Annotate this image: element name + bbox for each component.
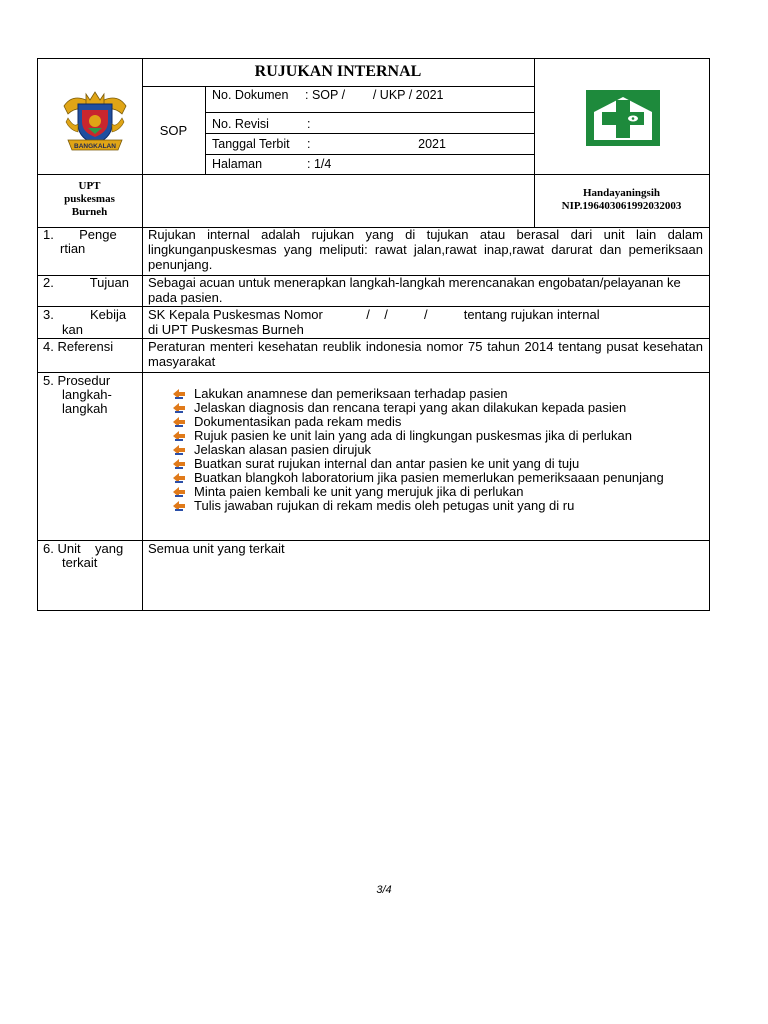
list-item: Buatkan blangkoh laboratorium jika pasien memerlukan pemeriksaaan penunjang <box>173 471 701 485</box>
sop-label: SOP <box>159 123 188 138</box>
sop-label-divider <box>205 86 206 174</box>
arrow-bullet-icon <box>173 388 187 400</box>
field-label-tanggal-terbit: Tanggal Terbit <box>212 137 290 151</box>
header-row-divider <box>37 174 710 175</box>
label-prosedur-c: langkah <box>62 401 108 416</box>
arrow-bullet-icon <box>173 486 187 498</box>
signer-nip: NIP.196403061992032003 <box>561 200 682 212</box>
table-border-right <box>709 58 710 611</box>
label-referensi: 4. Referensi <box>43 339 114 354</box>
label-tujuan: 2. Tujuan <box>43 275 129 290</box>
svg-text:BANGKALAN: BANGKALAN <box>74 143 116 150</box>
field-label-halaman: Halaman <box>212 157 263 171</box>
list-item: Jelaskan alasan pasien dirujuk <box>173 443 701 457</box>
field-value-no-dokumen: : SOP / / UKP / 2021 <box>305 88 444 102</box>
field-divider <box>205 154 534 155</box>
list-item: Buatkan surat rujukan internal dan antar pasien ke unit yang di tuju <box>173 457 701 471</box>
text-kebijakan-line2: di UPT Puskesmas Burneh <box>148 322 304 337</box>
title-row-divider <box>142 86 534 87</box>
label-kebijakan-a: 3. Kebija <box>43 307 127 322</box>
list-item: Tulis jawaban rujukan di rekam medis oleh petugas unit yang di ru <box>173 499 701 513</box>
label-prosedur-a: 5. Prosedur <box>43 373 111 388</box>
list-item: Jelaskan diagnosis dan rencana terapi yang akan dilakukan kepada pasien <box>173 401 701 415</box>
bangkalan-seal-logo <box>58 88 132 154</box>
label-kebijakan-b: kan <box>62 322 83 337</box>
label-prosedur-b: langkah- <box>62 387 112 402</box>
label-unit-terkait-a: 6. Unit yang <box>43 541 124 556</box>
document-title: RUJUKAN INTERNAL <box>254 63 422 80</box>
list-item: Lakukan anamnese dan pemeriksaan terhadap pasien <box>173 387 701 401</box>
field-label-no-dokumen: No. Dokumen <box>212 88 289 102</box>
organization-name: UPT puskesmas Burneh <box>64 180 115 218</box>
table-border-left <box>37 58 38 611</box>
label-pengertian-b: rtian <box>60 241 86 256</box>
label-unit-terkait-b: terkait <box>62 555 98 570</box>
puskesmas-logo <box>584 88 662 148</box>
text-pengertian: Rujukan internal adalah rujukan yang di tujukan atau berasal dari unit lain dalam lingkunganpuskesmas yang meliputi: rawat jalan,rawat inap,rawat darurat dan pemeriksaan penunjang. <box>148 227 703 272</box>
field-divider <box>205 133 534 134</box>
list-item: Rujuk pasien ke unit lain yang ada di lingkungan puskesmas jika di perlukan <box>173 429 701 443</box>
field-value-no-revisi: : <box>307 117 311 131</box>
page-number: 3/4 <box>376 884 392 896</box>
column-divider <box>142 58 143 611</box>
field-label-no-revisi: No. Revisi <box>212 117 269 131</box>
arrow-bullet-icon <box>173 402 187 414</box>
arrow-bullet-icon <box>173 472 187 484</box>
text-kebijakan-line1: SK Kepala Puskesmas Nomor / / / tentang rujukan internal <box>148 307 600 322</box>
field-value-halaman: : 1/4 <box>307 157 332 171</box>
arrow-bullet-icon <box>173 416 187 428</box>
arrow-bullet-icon <box>173 430 187 442</box>
text-tujuan: Sebagai acuan untuk menerapkan langkah-langkah merencanakan engobatan/pelayanan ke pada pasien. <box>148 275 681 305</box>
signer-name: Handayaningsih <box>582 187 661 199</box>
list-item: Minta paien kembali ke unit yang merujuk jika di perlukan <box>173 485 701 499</box>
table-border-top <box>37 58 710 59</box>
arrow-bullet-icon <box>173 444 187 456</box>
text-unit-terkait: Semua unit yang terkait <box>148 541 285 556</box>
arrow-bullet-icon <box>173 500 187 512</box>
label-pengertian-a: 1. Penge <box>43 227 117 242</box>
list-item: Dokumentasikan pada rekam medis <box>173 415 701 429</box>
field-divider <box>205 112 534 113</box>
arrow-bullet-icon <box>173 458 187 470</box>
table-border-bottom <box>37 610 710 611</box>
text-referensi: Peraturan menteri kesehatan reublik indonesia nomor 75 tahun 2014 tentang pusat kesehatan masyarakat <box>148 339 703 369</box>
field-value-tanggal-terbit: : 2021 <box>307 137 446 151</box>
procedure-steps-list <box>173 387 701 513</box>
